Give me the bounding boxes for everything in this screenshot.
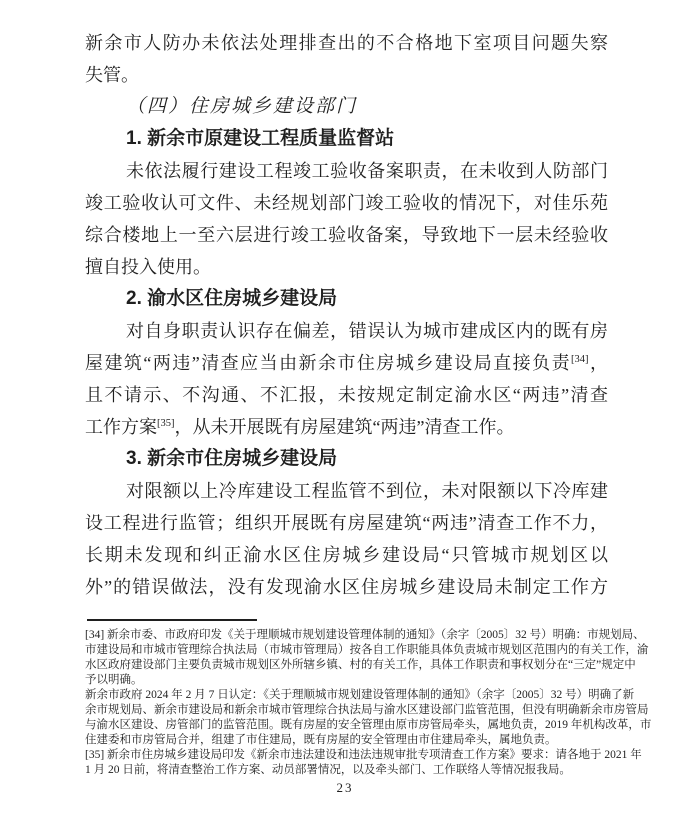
line-text: ，	[588, 353, 608, 373]
footnote-line: 1 月 20 日前，将清查整治工作方案、动员部署情况，以及牵头部门、工作联络人等情况报我局。	[85, 764, 571, 776]
body-line: 且不请示、不沟通、不汇报，未按规定制定渝水区“两违”清查	[85, 385, 608, 405]
page-number: 23	[336, 780, 354, 795]
body-line	[85, 411, 608, 443]
footnote-line: 与渝水区建设、房管部门的监管范围。既有房屋的安全管理由原市房管局牵头，属地负责，2019 年机构改革，市	[85, 719, 652, 731]
document-body	[85, 27, 608, 603]
footnote-separator	[87, 619, 257, 621]
footnote-line: [35] 新余市住房城乡建设局印发《新余市违法建设和违法违规审批专项清查工作方案》要求：请各地于 2021 年	[85, 749, 642, 761]
footnote-line: 予以明确。	[85, 674, 143, 686]
subsection-1-heading: 1. 新余市原建设工程质量监督站	[126, 128, 395, 149]
line-text: ，从未开展既有房屋建筑“两违”清查工作。	[174, 417, 515, 437]
body-line: 对自身职责认识存在偏差，错误认为城市建成区内的既有房	[126, 321, 608, 341]
footnote-line: [34] 新余市委、市政府印发《关于理顺城市规划建设管理体制的通知》（余字〔2005〕32 号）明确：市规划局、	[85, 629, 645, 641]
body-line: 新余市人防办未依法处理排查出的不合格地下室项目问题失察	[85, 33, 608, 53]
footnote-line: 住建委和市房管局合并，组建了市住建局，既有房屋的安全管理由市住建局牵头，属地负责。	[85, 734, 557, 746]
body-line: 对限额以上冷库建设工程监管不到位，未对限额以下冷库建	[126, 481, 608, 501]
body-line: 竣工验收认可文件、未经规划部门竣工验收的情况下，对佳乐苑	[85, 193, 608, 213]
footnote-ref-35: [35]	[157, 418, 175, 429]
body-line: 外”的错误做法，没有发现渝水区住房城乡建设局未制定工作方	[85, 577, 608, 597]
subsection-3-heading: 3. 新余市住房城乡建设局	[126, 448, 338, 469]
body-line: 未依法履行建设工程竣工验收备案职责，在未收到人防部门	[126, 161, 608, 181]
footnotes-section	[85, 628, 652, 778]
footnote-line: 新余市政府 2024 年 2 月 7 日认定：《关于理顺城市规划建设管理体制的通知》（余字〔2005〕32 号）明确了新	[85, 689, 635, 701]
footnote-line: 市建设局和市城市管理综合执法局（市城市管理局）按各自工作职能具体负责城市规划区范围内的有关工作，渝	[85, 644, 649, 656]
body-line	[85, 347, 608, 379]
footnote-line: 水区政府建设部门主要负责城市规划区外所辖乡镇、村的有关工作，具体工作职责和事权划分在“三定”规定中	[85, 659, 636, 671]
footnote-line: 余市规划局、新余市建设局和新余市城市管理综合执法局与渝水区建设部门监管范围，但没有明确新余市房管局	[85, 704, 649, 716]
body-line: 设工程进行监管；组织开展既有房屋建筑“两违”清查工作不力，	[85, 513, 608, 533]
section-heading: （四）住房城乡建设部门	[126, 96, 358, 117]
line-text: 工作方案	[85, 417, 157, 437]
body-line: 失管。	[85, 65, 139, 85]
body-line: 长期未发现和纠正渝水区住房城乡建设局“只管城市规划区以	[85, 545, 608, 565]
footnote-ref-34: [34]	[571, 354, 589, 365]
body-line: 擅自投入使用。	[85, 257, 211, 277]
line-text: 屋建筑“两违”清查应当由新余市住房城乡建设局直接负责	[85, 353, 572, 373]
subsection-2-heading: 2. 渝水区住房城乡建设局	[126, 288, 338, 309]
body-line: 综合楼地上一至六层进行竣工验收备案，导致地下一层未经验收	[85, 225, 608, 245]
